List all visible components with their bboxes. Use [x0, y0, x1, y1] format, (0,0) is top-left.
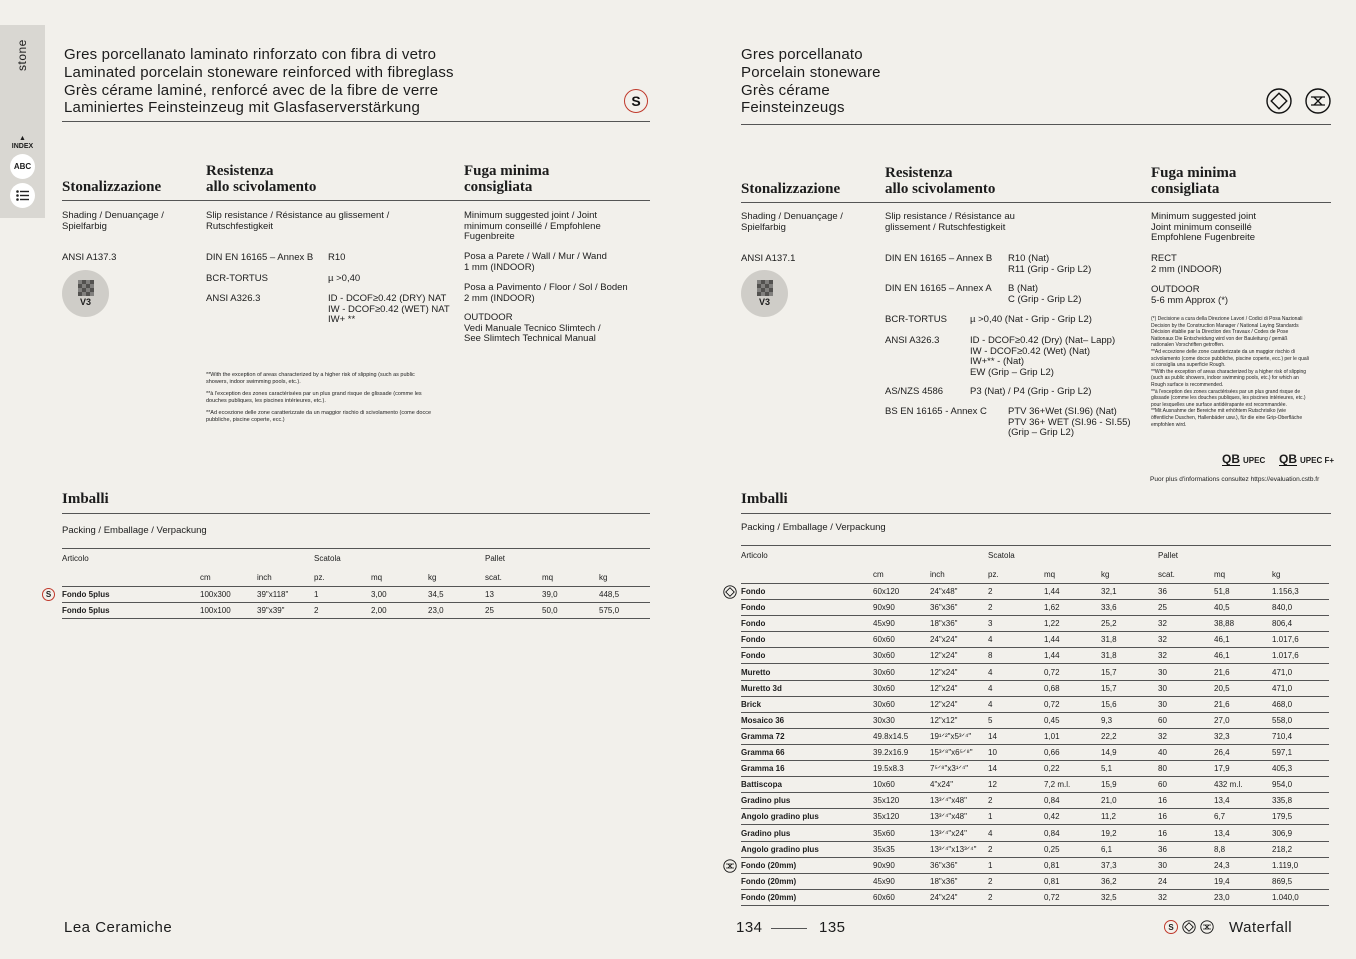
- shade-v3-icon: V3: [62, 270, 109, 317]
- table-cell: 0,81: [1044, 876, 1060, 886]
- table-cell: 335,8: [1272, 796, 1293, 806]
- table-cell: 51,8: [1214, 587, 1230, 596]
- table-cell: 50,0: [542, 606, 558, 615]
- thick-tile-icon: [1200, 920, 1214, 934]
- table-cell: 0,25: [1044, 844, 1060, 854]
- page-number-left: 134: [736, 919, 763, 936]
- table-cell: 12"x12": [930, 715, 958, 725]
- footer-collection: Waterfall: [1229, 919, 1293, 936]
- divider: [62, 513, 650, 514]
- left-joint-1: Posa a Parete / Wall / Mur / Wand 1 mm (INDOOR): [464, 251, 607, 273]
- table-cell: 6,7: [1214, 812, 1226, 822]
- table-cell: 40,5: [1214, 603, 1230, 613]
- table-cell: 15,7: [1101, 683, 1117, 693]
- table-row: [741, 713, 1329, 729]
- table-cell: 405,3: [1272, 764, 1293, 774]
- table-row: [741, 761, 1329, 777]
- right-slip-sub: Slip resistance / Résistance au glissement / Rutschfestigkeit: [885, 211, 1015, 233]
- slimtech-icon: S: [1164, 920, 1178, 934]
- table-row: [741, 600, 1329, 616]
- table-cell: 4"x24": [930, 780, 954, 790]
- table-cell: 30x60: [873, 667, 895, 677]
- page-divider: [771, 928, 807, 929]
- table-cell: 0,72: [1044, 892, 1060, 902]
- table-cell: 36"x36": [930, 603, 958, 613]
- table-row: [741, 874, 1329, 890]
- table-cell: 179,5: [1272, 812, 1293, 822]
- table-cell: 60x60: [873, 892, 895, 902]
- table-cell: 471,0: [1272, 683, 1293, 693]
- table-row: [741, 826, 1329, 842]
- table-cell: 30: [1158, 860, 1167, 870]
- table-row: [741, 842, 1329, 858]
- table-cell: 15,7: [1101, 667, 1117, 677]
- table-cell: 13³ᐟ⁴"x48": [930, 812, 967, 822]
- page-number-right: 135: [819, 919, 846, 936]
- table-cell: 24,3: [1214, 860, 1230, 870]
- col-pallet: Pallet: [1158, 551, 1179, 560]
- left-shading-sub: Shading / Denuançage / Spielfarbig: [62, 210, 164, 232]
- right-slip-list: DIN EN 16165 – Annex B R10 (Nat) R11 (Grip - Grip L2) DIN EN 16165 – Annex A B (Nat) C (Grip - Grip L2) BCR-TORTUS µ >0,40 (Nat - Grip - Grip L2) ANSI A326.3 ID - DCOF≥0.42 (Dry) (Nat– Lapp) IW - DCOF≥0.42 (Wet) (Nat) IW+** - (Nat) EW (Grip – Grip L2) AS/NZS 4586 P3 (Nat) / P4 (Grip - Grip L2) BS EN 16165 - Annex C PTV 36+Wet (SI.96) (Nat) PTV 36+ WET (SI.96 - SI.55) (Grip – Grip L2): [885, 253, 1131, 438]
- article-cell: Angolo gradino plus: [741, 812, 819, 822]
- table-cell: 32: [1158, 651, 1167, 661]
- article-cell: Fondo 5plus: [62, 590, 110, 599]
- table-cell: 39.2x16.9: [873, 748, 909, 757]
- table-cell: 32,3: [1214, 731, 1230, 741]
- left-joint-sub: Minimum suggested joint / Joint minimum conseillé / Empfohlene Fugenbreite: [464, 210, 601, 242]
- table-cell: 32,1: [1101, 587, 1117, 596]
- table-row: [741, 632, 1329, 648]
- table-cell: 0,22: [1044, 764, 1060, 774]
- right-ansi-shade: ANSI A137.1: [741, 253, 796, 264]
- table-cell: 575,0: [599, 606, 620, 615]
- article-cell: Mosaico 36: [741, 715, 785, 725]
- table-row: [741, 648, 1329, 664]
- table-cell: 597,1: [1272, 748, 1293, 757]
- table-cell: 32: [1158, 892, 1167, 902]
- table-cell: 2: [988, 587, 993, 596]
- table-cell: 0,84: [1044, 828, 1060, 838]
- table-cell: 2: [988, 876, 993, 886]
- table-cell: 558,0: [1272, 715, 1293, 725]
- article-cell: Fondo: [741, 587, 766, 596]
- table-cell: 19,4: [1214, 876, 1230, 886]
- table-cell: 18"x36": [930, 876, 958, 886]
- left-shading-heading: Stonalizzazione: [62, 179, 162, 195]
- table-cell: 36: [1158, 587, 1167, 596]
- list-icon: [16, 190, 29, 201]
- table-cell: 4: [988, 828, 993, 838]
- shade-pattern: [757, 280, 773, 296]
- right-slip-heading: Resistenza allo scivolamento: [885, 165, 996, 197]
- cert-info: Puor plus d'informations consultez https://evaluation.cstb.fr: [1150, 476, 1320, 483]
- table-cell: 30: [1158, 683, 1167, 693]
- up-arrow-icon: ▲: [19, 135, 26, 142]
- right-joint-1: RECT 2 mm (INDOOR): [1151, 253, 1222, 275]
- divider: [741, 513, 1331, 514]
- left-joint-3: OUTDOOR Vedi Manuale Tecnico Slimtech / See Slimtech Technical Manual: [464, 312, 601, 344]
- table-cell: 0,84: [1044, 796, 1060, 806]
- table-cell: 21,6: [1214, 699, 1230, 709]
- table-cell: 90x90: [873, 860, 895, 870]
- table-cell: 468,0: [1272, 699, 1293, 709]
- table-cell: 90x90: [873, 603, 895, 613]
- table-cell: 46,1: [1214, 651, 1230, 661]
- table-cell: 6,1: [1101, 844, 1113, 854]
- table-cell: 24"x48": [930, 587, 958, 596]
- abc-index-button[interactable]: ABC: [10, 154, 35, 179]
- table-cell: 8,8: [1214, 844, 1226, 854]
- table-cell: 45x90: [873, 876, 895, 886]
- table-cell: 9,3: [1101, 715, 1113, 725]
- table-cell: 15,9: [1101, 780, 1117, 790]
- table-cell: 2: [988, 892, 993, 902]
- table-cell: 13³ᐟ⁴"x48": [930, 796, 967, 806]
- table-cell: 18"x36": [930, 619, 958, 629]
- table-cell: 24: [1158, 876, 1167, 886]
- table-cell: 14,9: [1101, 748, 1117, 757]
- table-cell: 471,0: [1272, 667, 1293, 677]
- left-packing-sub: Packing / Emballage / Verpackung: [62, 525, 207, 536]
- table-cell: 0,42: [1044, 812, 1060, 822]
- divider: [62, 200, 650, 201]
- table-cell: 32,5: [1101, 892, 1117, 902]
- table-cell: 37,3: [1101, 860, 1117, 870]
- table-cell: 1: [314, 590, 319, 599]
- table-cell: 0,66: [1044, 748, 1060, 757]
- section-label: stone: [15, 39, 29, 71]
- table-cell: 100x300: [200, 590, 231, 599]
- table-cell: 30: [1158, 699, 1167, 709]
- table-cell: 10: [988, 748, 997, 757]
- table-cell: 1,22: [1044, 619, 1060, 629]
- right-joint-2: OUTDOOR 5-6 mm Approx (*): [1151, 284, 1229, 306]
- table-cell: 16: [1158, 828, 1167, 838]
- table-cell: 60x120: [873, 587, 900, 596]
- table-cell: 432 m.l.: [1214, 780, 1243, 790]
- table-cell: 17,9: [1214, 764, 1230, 774]
- table-cell: 0,72: [1044, 667, 1060, 677]
- table-cell: 46,1: [1214, 635, 1230, 645]
- table-cell: 1,44: [1044, 651, 1060, 661]
- article-cell: Fondo: [741, 635, 766, 645]
- table-cell: 39"x118": [257, 590, 289, 599]
- article-cell: Muretto: [741, 667, 771, 677]
- table-cell: 2: [988, 796, 993, 806]
- table-cell: 31,8: [1101, 651, 1117, 661]
- slimtech-badge-icon: S: [624, 89, 648, 113]
- table-cell: 1,01: [1044, 731, 1060, 741]
- col-box: Scatola: [314, 554, 341, 563]
- table-cell: 1: [988, 812, 993, 822]
- table-cell: 1,44: [1044, 635, 1060, 645]
- table-cell: 24"x24": [930, 892, 958, 902]
- table-cell: 30x60: [873, 651, 895, 661]
- table-cell: 21,0: [1101, 796, 1117, 806]
- table-row: [741, 793, 1329, 809]
- table-cell: 16: [1158, 796, 1167, 806]
- article-cell: Brick: [741, 699, 762, 709]
- table-cell: 3,00: [371, 590, 387, 599]
- qb-logo-icon: QB: [1279, 452, 1297, 466]
- table-cell: 39,0: [542, 590, 558, 599]
- table-cell: 31,8: [1101, 635, 1117, 645]
- col-article: Articolo: [741, 551, 768, 560]
- table-cell: 4: [988, 635, 993, 645]
- slimtech-row-icon: S: [42, 588, 55, 601]
- table-cell: 33,6: [1101, 603, 1117, 613]
- table-cell: 13³ᐟ⁴"x24": [930, 828, 967, 838]
- list-index-button[interactable]: [10, 183, 35, 208]
- table-cell: 35x35: [873, 844, 895, 854]
- table-cell: 21,6: [1214, 667, 1230, 677]
- diamond-icon: [1266, 88, 1292, 114]
- right-joint-sub: Minimum suggested joint Joint minimum conseillé Empfohlene Fugenbreite: [1151, 211, 1257, 243]
- table-cell: 13,4: [1214, 828, 1230, 838]
- table-cell: 12"x24": [930, 683, 958, 693]
- shade-v3-icon: V3: [741, 270, 788, 317]
- article-cell: Gramma 72: [741, 731, 785, 741]
- table-cell: 7,2 m.l.: [1044, 780, 1071, 790]
- table-cell: 1,44: [1044, 587, 1060, 596]
- divider: [741, 202, 1331, 203]
- table-cell: 36,2: [1101, 876, 1117, 886]
- table-cell: 36"x36": [930, 860, 958, 870]
- table-row: [62, 603, 650, 619]
- table-row: [741, 584, 1329, 600]
- table-cell: 100x100: [200, 606, 231, 615]
- table-cell: 4: [988, 699, 993, 709]
- table-cell: 0,68: [1044, 683, 1060, 693]
- thick-tile-icon: [1305, 88, 1331, 114]
- table-cell: 12"x24": [930, 699, 958, 709]
- table-cell: 12: [988, 780, 997, 790]
- right-footnotes: (*) Decisione a cura della Direzione Lavori / Codici di Posa Nazionali Decision by the Construction Manager / National Laying Standards Décision établie par la Direction des Travaux / Codes de Pose Nationaux Die Entscheidung wird von der Bauleitung / gemäß nationalen Vorschriften getroffen. **Ad eccezione delle zone caratterizzate da un maggior rischio di scivolamento (come docce pubbliche, piscine coperte, ecc.) per le quali si consiglia una superficie Rough. **With the exception of areas characterized by a higher risk of slipping (such as public showers, indoor swimming pools, etc.) for which an Rough surface is recommended. **à l'exception des zones caractérisées par un plus grand risque de glissade (comme les douches publiques, les piscines intérieures, etc.) pour lesquelles une surface antidérapante est recommandée. **Mit Ausnahme der Bereiche mit erhöhtem Rutschrisiko (wie öffentliche Duschen, Hallenbäder usw.), für die eine Grip-Oberfläche empfohlen wird.: [1151, 316, 1309, 428]
- table-cell: 12"x24": [930, 651, 958, 661]
- article-cell: Gradino plus: [741, 828, 791, 838]
- table-cell: 4: [988, 667, 993, 677]
- article-cell: Fondo (20mm): [741, 860, 797, 870]
- table-cell: 5: [988, 715, 993, 725]
- divider: [62, 121, 650, 122]
- table-cell: 19¹ᐟ²"x5³ᐟ⁴": [930, 731, 972, 741]
- table-cell: 806,4: [1272, 619, 1293, 629]
- diamond-icon: [723, 585, 737, 599]
- table-cell: 30x60: [873, 699, 895, 709]
- table-cell: 11,2: [1101, 812, 1116, 822]
- table-row: [741, 890, 1329, 906]
- article-cell: Fondo: [741, 651, 766, 661]
- table-cell: 1.040,0: [1272, 892, 1299, 902]
- table-row: [741, 697, 1329, 713]
- table-row: [62, 587, 650, 603]
- article-cell: Gramma 66: [741, 748, 785, 757]
- table-cell: 23,0: [428, 606, 444, 615]
- right-joint-heading: Fuga minima consigliata: [1151, 165, 1237, 197]
- table-cell: 45x90: [873, 619, 895, 629]
- table-cell: 32: [1158, 619, 1167, 629]
- table-row: [741, 681, 1329, 697]
- thick-tile-icon: [723, 859, 737, 873]
- article-cell: Fondo 5plus: [62, 606, 110, 615]
- article-cell: Gradino plus: [741, 796, 791, 806]
- table-cell: 60: [1158, 780, 1167, 790]
- left-title: Gres porcellanato laminato rinforzato con fibra di vetro Laminated porcelain stoneware reinforced with fibreglass Grès cérame laminé, renforcé avec de la fibre de verre Laminiertes Feinsteinzeug mit Glasfaserverstärkung: [64, 46, 454, 117]
- table-row: [741, 809, 1329, 825]
- left-joint-heading: Fuga minima consigliata: [464, 163, 550, 195]
- table-cell: 25: [1158, 603, 1167, 613]
- table-cell: 1.017,6: [1272, 635, 1299, 645]
- table-cell: 23,0: [1214, 892, 1230, 902]
- article-cell: Fondo: [741, 603, 766, 613]
- right-packing-heading: Imballi: [741, 491, 788, 507]
- table-cell: 13: [485, 590, 494, 599]
- shade-pattern: [78, 280, 94, 296]
- footer-brand: Lea Ceramiche: [64, 919, 173, 936]
- table-cell: 60x60: [873, 635, 895, 645]
- table-cell: 13,4: [1214, 796, 1230, 806]
- right-shading-sub: Shading / Denuançage / Spielfarbig: [741, 211, 843, 233]
- table-cell: 14: [988, 731, 997, 741]
- table-row: [741, 729, 1329, 745]
- table-cell: 25,2: [1101, 619, 1117, 629]
- footer-icons: [1164, 920, 1214, 934]
- cert-upec: QB UPEC: [1222, 452, 1266, 466]
- table-cell: 30: [1158, 667, 1167, 677]
- table-cell: 38,88: [1214, 619, 1235, 629]
- table-cell: 10x60: [873, 780, 895, 790]
- table-cell: 218,2: [1272, 844, 1293, 854]
- table-cell: 32: [1158, 635, 1167, 645]
- table-cell: 39"x39": [257, 606, 285, 615]
- table-cell: 25: [485, 606, 494, 615]
- table-cell: 20,5: [1214, 683, 1230, 693]
- table-row: [741, 616, 1329, 632]
- table-cell: 1: [988, 860, 993, 870]
- col-article: Articolo: [62, 554, 89, 563]
- table-cell: 0,45: [1044, 715, 1060, 725]
- table-cell: 2: [314, 606, 319, 615]
- table-cell: 36: [1158, 844, 1167, 854]
- table-cell: 30x30: [873, 715, 895, 725]
- table-cell: 49.8x14.5: [873, 731, 909, 741]
- table-cell: 16: [1158, 812, 1167, 822]
- table-cell: 34,5: [428, 590, 444, 599]
- table-cell: 14: [988, 764, 997, 774]
- table-row: [741, 745, 1329, 761]
- article-cell: Fondo: [741, 619, 766, 629]
- table-cell: 60: [1158, 715, 1167, 725]
- table-cell: 0,81: [1044, 860, 1060, 870]
- table-cell: 32: [1158, 731, 1167, 741]
- article-cell: Fondo (20mm): [741, 892, 797, 902]
- table-cell: 3: [988, 619, 993, 629]
- table-cell: 2: [988, 844, 993, 854]
- table-row: [741, 858, 1329, 874]
- table-cell: 40: [1158, 748, 1167, 757]
- article-cell: Battiscopa: [741, 780, 782, 790]
- table-cell: 448,5: [599, 590, 620, 599]
- table-cell: 2,00: [371, 606, 387, 615]
- table-cell: 26,4: [1214, 748, 1230, 757]
- table-cell: 13³ᐟ⁴"x13³ᐟ⁴": [930, 844, 977, 854]
- divider: [62, 548, 650, 549]
- left-footnotes: **With the exception of areas characterized by a higher risk of slipping (such as public showers, indoor swimming pools, etc.). **à l'exception des zones caractérisées par un plus grand risque de glissade (comme les douches publiques, les piscines intérieures, etc.). **Ad eccezione delle zone caratterizzate da un maggior rischio di scivolamento (come docce pubbliche, piscine coperte, ecc.): [206, 372, 432, 423]
- table-cell: 27,0: [1214, 715, 1230, 725]
- col-box: Scatola: [988, 551, 1015, 560]
- right-shading-heading: Stonalizzazione: [741, 181, 841, 197]
- table-cell: 80: [1158, 764, 1167, 774]
- cert-upec-f: QB UPEC F+: [1279, 452, 1335, 466]
- table-row: [741, 777, 1329, 793]
- col-pallet: Pallet: [485, 554, 506, 563]
- sidebar: [0, 25, 45, 218]
- article-cell: Fondo (20mm): [741, 876, 797, 886]
- divider: [741, 545, 1331, 546]
- table-cell: 306,9: [1272, 828, 1293, 838]
- table-cell: 15,6: [1101, 699, 1117, 709]
- table-cell: 24"x24": [930, 635, 958, 645]
- table-cell: 12"x24": [930, 667, 958, 677]
- left-slip-sub: Slip resistance / Résistance au glissement / Rutschfestigkeit: [206, 210, 390, 232]
- table-cell: 4: [988, 683, 993, 693]
- table-cell: 7⁵ᐟ⁸"x3¹ᐟ⁴": [930, 764, 969, 774]
- right-title: Gres porcellanato Porcelain stoneware Grès cérame Feinsteinzeugs: [741, 46, 881, 117]
- article-cell: Angolo gradino plus: [741, 844, 819, 854]
- table-cell: 2: [988, 603, 993, 613]
- table-cell: 954,0: [1272, 780, 1293, 790]
- table-cell: 19.5x8.3: [873, 764, 904, 774]
- table-cell: 1.156,3: [1272, 587, 1299, 596]
- table-cell: 5,1: [1101, 764, 1113, 774]
- table-cell: 869,5: [1272, 876, 1293, 886]
- right-packing-sub: Packing / Emballage / Verpackung: [741, 522, 886, 533]
- article-cell: Gramma 16: [741, 764, 785, 774]
- left-packing-heading: Imballi: [62, 491, 109, 507]
- divider: [741, 124, 1331, 125]
- table-cell: 30x60: [873, 683, 895, 693]
- left-joint-2: Posa a Pavimento / Floor / Sol / Boden 2 mm (INDOOR): [464, 282, 628, 304]
- table-cell: 22,2: [1101, 731, 1117, 741]
- left-slip-heading: Resistenza allo scivolamento: [206, 163, 317, 195]
- qb-logo-icon: QB: [1222, 452, 1240, 466]
- right-packing-table: Articolo Scatola Pallet cm inch pz. mq kg scat. mq kg Fondo 60x120 24"x48" 2 1,44 32,1 36 51,8 1.156,3 Fondo 90x90 36"x36" 2 1,62 33,6 25 40,5 840,0 Fondo 45x90 18"x36" 3 1,22 25,2 32 38,88 806,4 Fondo 60x60 24"x24" 4 1,44 31,8 32 46,1 1.017,6 Fondo 30x60 12"x24" 8 1,44 31,8 32 46,1 1.017,6 Muretto 30x60 12"x24" 4 0,72 15,7 30 21,6 471,0 Muretto 3d 30x60 12"x24" 4 0,68 15,7 30 20,5 471,0 Brick 30x60 12"x24" 4 0,72 15,6 30 21,6 468,0 Mosaico 36 30x30 12"x12" 5 0,45 9,3 60 27,0 558,0 Gramma 72 49.8x14.5 19¹ᐟ²"x5³ᐟ⁴" 14 1,01 22,2 32 32,3 710,4 Gramma 66 39.2x16.9 15³ᐟ⁸"x6⁵ᐟ⁸" 10 0,66 14,9 40 26,4 597,1 Gramma 16 19.5x8.3 7⁵ᐟ⁸"x3¹ᐟ⁴" 14 0,22 5,1 80 17,9 405,3 Battiscopa 10x60 4"x24" 12 7,2 m.l. 15,9 60 432 m.l. 954,0 Gradino plus 35x120 13³ᐟ⁴"x48" 2 0,84 21,0 16 13,4 335,8 Angolo gradino plus 35x120 13³ᐟ⁴"x48" 1 0,42 11,2 16 6,7 179,5 Gradino plus 35x60 13³ᐟ⁴"x24" 4 0,84 19,2 16 13,4 306,9 Angolo gradino plus 35x35 13³ᐟ⁴"x13³ᐟ⁴" 2 0,25 6,1 36 8,8 218,2 Fondo (20mm) 90x90 36"x36" 1 0,81 37,3 30 24,3 1.119,0 Fondo (20mm) 45x90 18"x36" 2 0,81 36,2 24 19,4 869,5 Fondo (20mm) 60x60 24"x24" 2 0,72 32,5 32 23,0 1.040,0: [741, 551, 1329, 911]
- table-cell: 35x120: [873, 812, 900, 822]
- table-row: [741, 665, 1329, 681]
- table-cell: 35x60: [873, 828, 895, 838]
- diamond-icon: [1182, 920, 1196, 934]
- table-cell: 710,4: [1272, 731, 1293, 741]
- table-cell: 19,2: [1101, 828, 1117, 838]
- table-cell: 1.017,6: [1272, 651, 1299, 661]
- table-cell: 15³ᐟ⁸"x6⁵ᐟ⁸": [930, 748, 973, 757]
- table-cell: 0,72: [1044, 699, 1060, 709]
- article-cell: Muretto 3d: [741, 683, 782, 693]
- table-cell: 840,0: [1272, 603, 1293, 613]
- table-cell: 8: [988, 651, 993, 661]
- left-ansi-shade: ANSI A137.3: [62, 252, 117, 263]
- index-link[interactable]: ▲ INDEX: [4, 135, 41, 151]
- table-cell: 1.119,0: [1272, 860, 1299, 870]
- left-packing-table: Articolo Scatola Pallet cm inch pz. mq kg scat. mq kg Fondo 5plus 100x300 39"x118" 1 3,00 34,5 13 39,0 448,5 Fondo 5plus 100x100 39"x39" 2 2,00 23,0 25 50,0 575,0: [62, 554, 650, 624]
- table-cell: 1,62: [1044, 603, 1060, 613]
- table-cell: 35x120: [873, 796, 900, 806]
